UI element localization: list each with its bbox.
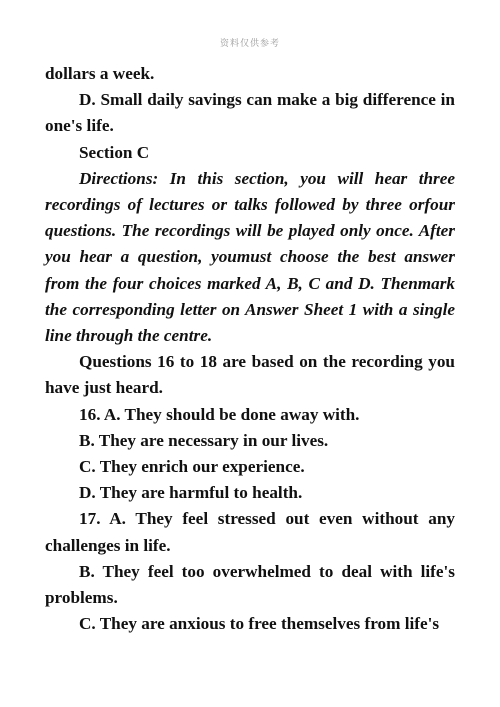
page-header: 资料仅供参考 xyxy=(219,39,280,49)
question-17-option-c: C. They are anxious to free themselves from life's xyxy=(79,614,440,634)
paragraph-continuation: dollars a week. xyxy=(45,64,155,83)
question-17-option-a: 17. A. They feel stressed out even without any challenges in life. xyxy=(45,509,455,555)
document-body xyxy=(45,61,455,637)
question-16-option-a: 16. A. They should be done away with. xyxy=(79,404,360,424)
question-16-option-d: D. They are harmful to health. xyxy=(79,483,303,503)
section-heading: Section C xyxy=(79,142,150,162)
directions-paragraph: Directions: In this section, you will hear three recordings of lectures or talks followed by three orfour questions. The recordings will be played only once. After you hear a question, youmust choose the best answer from the four choices marked A, B, C and D. Thenmark the corresponding letter on Answer Sheet 1 with a single line through the centre. xyxy=(45,168,455,346)
question-16-option-b: B. They are necessary in our lives. xyxy=(79,430,329,450)
question-16-option-c: C. They enrich our experience. xyxy=(79,457,305,477)
option-d-previous: D. Small daily savings can make a big difference in one's life. xyxy=(45,90,455,136)
questions-intro: Questions 16 to 18 are based on the recording you have just heard. xyxy=(45,352,455,398)
question-17-option-b: B. They feel too overwhelmed to deal with life's problems. xyxy=(45,561,455,608)
